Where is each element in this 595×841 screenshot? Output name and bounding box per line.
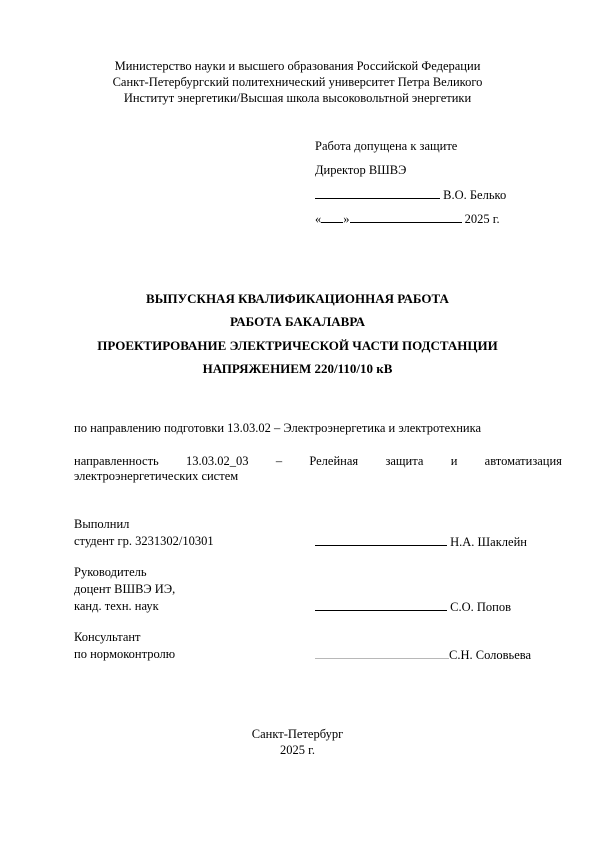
- footer-city: Санкт-Петербург: [251, 727, 344, 741]
- director-signature-row: [315, 186, 506, 203]
- university-line: Санкт-Петербургский политехнический университет Петра Великого: [112, 75, 483, 89]
- approval-date-row: [315, 210, 500, 227]
- institute-line: Институт энергетики/Высшая школа высоковольтной энергетики: [123, 91, 472, 105]
- supervisor-signature-row: [315, 598, 511, 615]
- director-name: В.О. Белько: [443, 188, 507, 202]
- training-direction: по направлению подготовки 13.03.02 – Электроэнергетика и электротехника: [74, 421, 482, 435]
- specialization-line1: [74, 453, 562, 469]
- director-title: Директор ВШВЭ: [315, 163, 407, 177]
- date-quote-open: «: [315, 212, 322, 226]
- day-blank: [321, 210, 343, 223]
- date-quote-close: »: [343, 212, 350, 226]
- month-blank: [350, 210, 462, 223]
- supervisor-signature-line: [315, 598, 447, 611]
- footer-year: 2025 г.: [280, 743, 315, 757]
- specialization-word: автоматизация: [484, 454, 562, 468]
- specialization-word: 13.03.02_03: [186, 454, 249, 468]
- thesis-title-line2: НАПРЯЖЕНИЕМ 220/110/10 кВ: [202, 361, 393, 376]
- supervisor-position: доцент ВШВЭ ИЭ,: [74, 582, 176, 596]
- supervisor-name: С.О. Попов: [450, 600, 511, 614]
- student-name: Н.А. Шаклейн: [450, 535, 527, 549]
- student-signature-row: [315, 533, 527, 550]
- consultant-name: С.Н. Соловьева: [449, 648, 532, 662]
- specialization-word: Релейная: [309, 454, 359, 468]
- work-type-title: ВЫПУСКНАЯ КВАЛИФИКАЦИОННАЯ РАБОТА: [146, 291, 449, 306]
- student-signature-line: [315, 533, 447, 546]
- degree-title: РАБОТА БАКАЛАВРА: [230, 314, 365, 329]
- specialization-word: и: [450, 454, 458, 468]
- student-group: студент гр. 3231302/10301: [74, 534, 214, 548]
- approval-year: 2025 г.: [464, 212, 500, 226]
- specialization-word: защита: [385, 454, 424, 468]
- consultant-signature-line: [315, 646, 449, 659]
- thesis-title-line1: ПРОЕКТИРОВАНИЕ ЭЛЕКТРИЧЕСКОЙ ЧАСТИ ПОДСТАНЦИИ: [97, 338, 498, 353]
- supervisor-degree: канд. техн. наук: [74, 599, 159, 613]
- consultant-role: по нормоконтролю: [74, 647, 176, 661]
- performer-label: Выполнил: [74, 517, 130, 531]
- consultant-label: Консультант: [74, 630, 141, 644]
- consultant-signature-row: [315, 646, 531, 663]
- director-signature-line: [315, 186, 440, 199]
- specialization-line2: электроэнергетических систем: [74, 469, 239, 483]
- ministry-line: Министерство науки и высшего образования Российской Федерации: [114, 59, 481, 73]
- specialization-word: –: [275, 454, 283, 468]
- approval-line: Работа допущена к защите: [315, 139, 458, 153]
- specialization-word: направленность: [74, 454, 159, 468]
- supervisor-label: Руководитель: [74, 565, 147, 579]
